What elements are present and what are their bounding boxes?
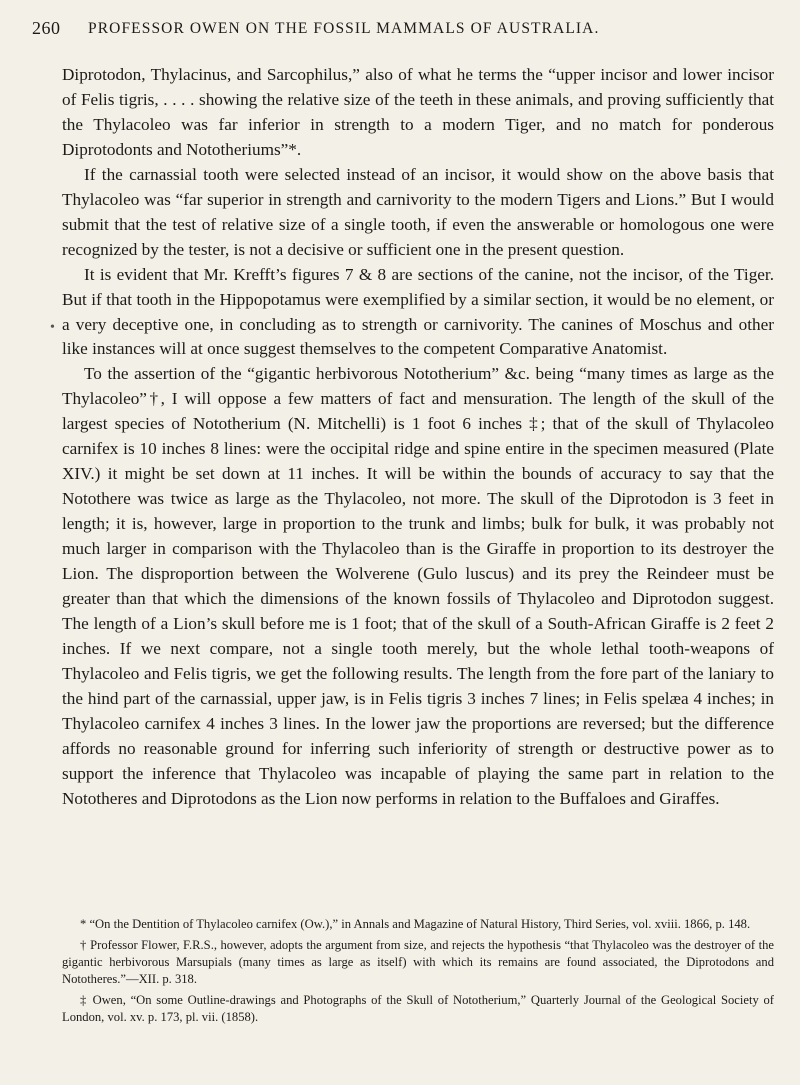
page-header [32, 18, 740, 44]
footnote: ‡ Owen, “On some Outline-drawings and Photographs of the Skull of Nototherium,” Quarterly Journal of the Geological Society of London, vol. xv. p. 173, pl. vii. (1858). [62, 992, 774, 1024]
page-number: 260 [32, 18, 61, 38]
running-head: PROFESSOR OWEN ON THE FOSSIL MAMMALS OF AUSTRALIA. [88, 20, 600, 37]
margin-mark-icon: • [50, 320, 55, 335]
paragraph: Diprotodon, Thylacinus, and Sarcophilus,” also of what he terms the “upper incisor and lower incisor of Felis tigris, . . . . showing the relative size of the teeth in these animals, and proving sufficiently that the Thylacoleo was far inferior in strength to a modern Tiger, and no match for ponderous Diprotodonts and Nototheriums”*. [62, 65, 774, 159]
paragraph: To the assertion of the “gigantic herbivorous Nototherium” &c. being “many times as large as the Thylacoleo”†, I will oppose a few matters of fact and mensuration. The length of the skull of the largest species of Nototherium (N. Mitchelli) is 1 foot 6 inches ‡; that of the skull of Thylacoleo carnifex is 10 inches 8 lines: were the occipital ridge and spine entire in the specimen measured (Plate XIV.) it might be set down at 11 inches. It will be within the bounds of accuracy to say that the Notothere was twice as large as the Thylacoleo, not more. The skull of the Diprotodon is 3 feet in length; it is, however, large in proportion to the trunk and limbs; bulk for bulk, it was probably not much larger in comparison with the Thylacoleo than is the Giraffe in proportion to its destroyer the Lion. The disproportion between the Wolverene (Gulo luscus) and its prey the Reindeer must be greater than that which the dimensions of the known fossils of Thylacoleo and Diprotodon suggest. The length of a Lion’s skull before me is 1 foot; that of the skull of a South-African Giraffe is 2 feet 2 inches. If we next compare, not a single tooth merely, but the whole lethal tooth-weapons of Thylacoleo and Felis tigris, we get the following results. The length from the fore part of the laniary to the hind part of the carnassial, upper jaw, is in Felis tigris 3 inches 7 lines; in Felis spelæa 4 inches; in Thylacoleo carnifex 4 inches 3 lines. In the lower jaw the proportions are reversed; but the difference affords no reasonable ground for inferring such inferiority of strength or destructive power as to support the inference that Thylacoleo was incapable of playing the same part in relation to the Nototheres and Diprotodons as the Lion now performs in relation to the Buffaloes and Giraffes. [62, 364, 774, 808]
footnote: * “On the Dentition of Thylacoleo carnifex (Ow.),” in Annals and Magazine of Natural History, Third Series, vol. xviii. 1866, p. 148. [80, 917, 751, 931]
footnote: † Professor Flower, F.R.S., however, adopts the argument from size, and rejects the hypothesis “that Thylacoleo was the destroyer of the gigantic herbivorous Marsupials (many times as large as itself) with which its remains are found associated, the Diprotodons and Nototheres.”—XII. p. 318. [62, 937, 774, 986]
paragraph: If the carnassial tooth were selected instead of an incisor, it would show on the above basis that Thylacoleo was “far superior in strength and carnivority to the modern Tigers and Lions.” But I would submit that the test of relative size of a single tooth, if even the answerable or homologous one were recognized by the tester, is not a decisive or sufficient one in the present question. [62, 164, 774, 259]
paragraph: It is evident that Mr. Krefft’s figures 7 & 8 are sections of the canine, not the incisor, of the Tiger. But if that tooth in the Hippopotamus were exemplified by a similar section, it would be no element, or a very deceptive one, in concluding as to strength or carnivority. The canines of Moschus and other like instances will at once suggest themselves to the competent Comparative Anatomist. [62, 264, 774, 359]
main-text [62, 63, 774, 812]
footnotes [62, 916, 774, 1029]
